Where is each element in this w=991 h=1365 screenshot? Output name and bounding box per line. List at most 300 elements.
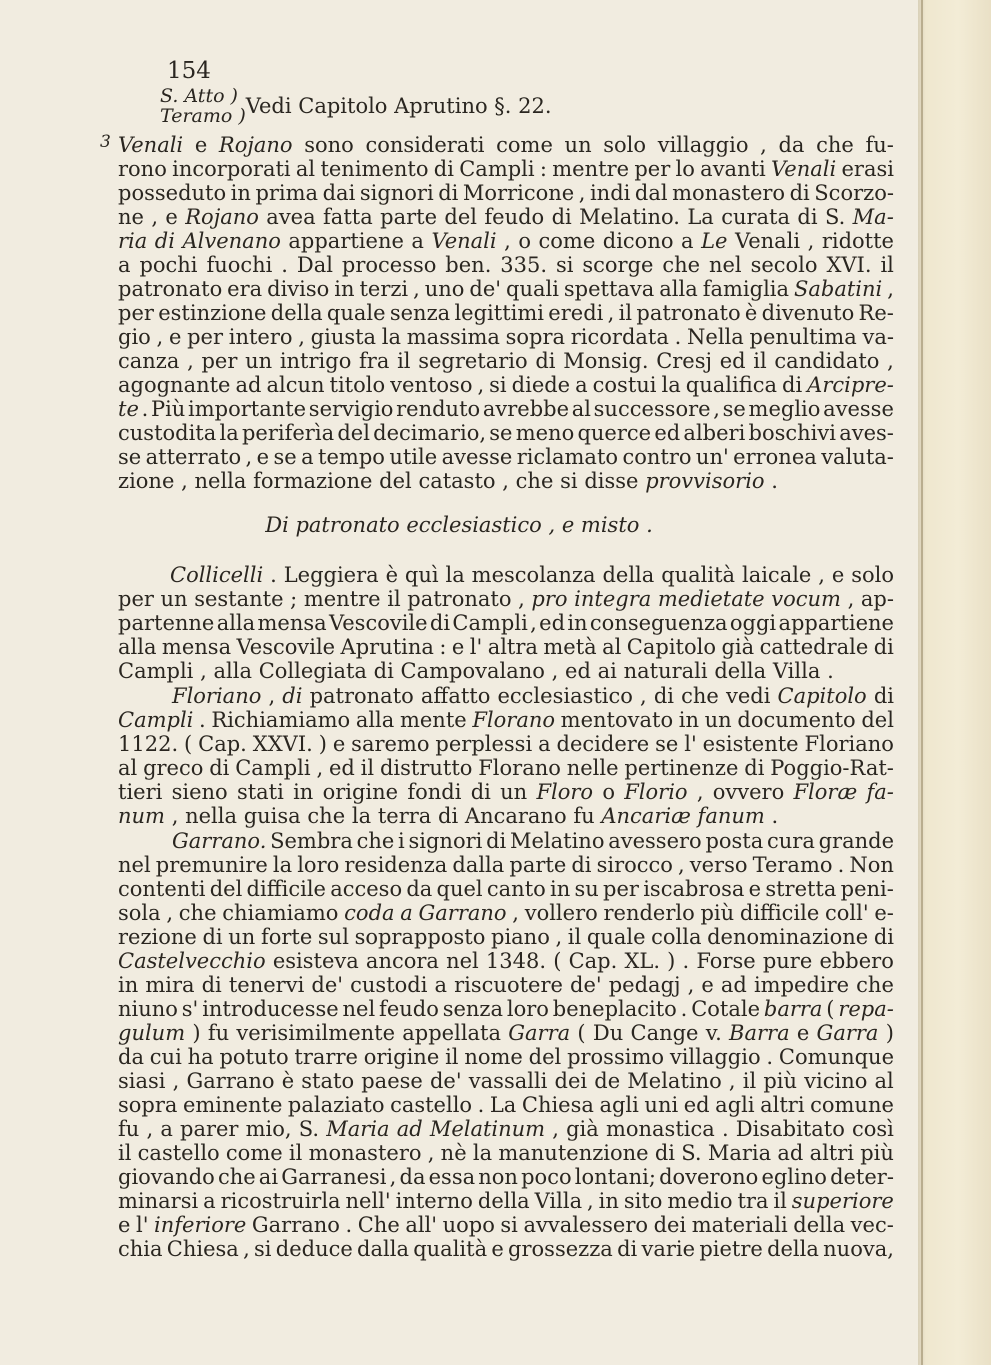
word: più [763, 1069, 798, 1093]
word: vocum [771, 587, 841, 611]
word: oggi [729, 611, 777, 635]
word: essa [428, 1165, 476, 1189]
word: indi [589, 181, 631, 205]
word: Ma- [852, 205, 894, 229]
word: tra [737, 1189, 769, 1213]
word: ecclesiastico [497, 684, 633, 708]
word: uopo [442, 1213, 495, 1237]
word: loro [297, 853, 340, 877]
word: del [528, 1045, 562, 1069]
word: ) [667, 949, 676, 973]
word: gulum [118, 1021, 186, 1045]
word: saremo [351, 732, 430, 756]
word: atterrato [145, 445, 242, 469]
word: e [701, 973, 714, 997]
word: dicono [602, 229, 674, 253]
word: contenti [118, 877, 206, 901]
word: XXVI. [252, 732, 313, 756]
cross-reference [160, 86, 552, 126]
word: Ancariæ [601, 804, 691, 828]
word: Leggiera [283, 563, 379, 587]
word: parer [180, 1117, 239, 1141]
word: erasi [841, 157, 894, 181]
word: e [796, 1021, 810, 1045]
word: perplessi [435, 732, 533, 756]
word: il [567, 925, 582, 949]
word: o [602, 780, 615, 804]
word: massima [406, 325, 500, 349]
word: e- [874, 901, 894, 925]
word: . [837, 853, 845, 877]
word: difficile [739, 901, 820, 925]
word: affatto [420, 684, 491, 708]
word: successore [593, 397, 711, 421]
word: di [470, 780, 491, 804]
word: nella [194, 469, 247, 493]
word: , [578, 181, 586, 205]
word: XL. [624, 949, 661, 973]
word: la [219, 421, 239, 445]
word: , [166, 901, 174, 925]
word: . [270, 563, 277, 587]
text-line [118, 421, 894, 445]
word: Florio [624, 780, 688, 804]
word: . [199, 708, 206, 732]
word: zione [118, 469, 175, 493]
word: Melatinum [429, 1117, 546, 1141]
word: rono [118, 157, 167, 181]
word: solo [603, 133, 647, 157]
word: chiamiamo [222, 901, 339, 925]
word: disse [584, 469, 639, 493]
word: patronato [407, 587, 512, 611]
word: ed [654, 421, 681, 445]
word: di [486, 829, 507, 853]
word: tenimento [320, 157, 429, 181]
word: fa- [866, 780, 894, 804]
word: in [118, 973, 139, 997]
text-line [118, 1237, 894, 1261]
word: stati [236, 780, 284, 804]
word: la [661, 373, 681, 397]
word: divenuto [761, 301, 855, 325]
word: ) [318, 732, 327, 756]
word: documento [737, 708, 856, 732]
word: un' [695, 445, 729, 469]
text-line [118, 349, 894, 373]
word: altri [760, 1093, 805, 1117]
word: palaziato [287, 1093, 385, 1117]
word: num [118, 804, 165, 828]
text-line [118, 325, 894, 349]
word: fu [573, 804, 595, 828]
word: è [385, 563, 399, 587]
word: è [744, 301, 758, 325]
text-line [118, 133, 894, 157]
word: meno [515, 421, 575, 445]
word: manutenzione [498, 1141, 649, 1165]
word: Floræ [793, 780, 858, 804]
word: un [564, 133, 592, 157]
word: Rojano [185, 205, 259, 229]
word: sola [118, 901, 161, 925]
word: Venali [431, 229, 497, 253]
word: Le [701, 229, 728, 253]
text-line [118, 780, 894, 804]
word: intrigo [279, 349, 352, 373]
word: , [713, 397, 720, 421]
word: sestante [194, 587, 284, 611]
word: diviso [267, 277, 330, 301]
word: mira [145, 973, 195, 997]
word: Capitolo [777, 684, 867, 708]
word: Vescovile [329, 611, 428, 635]
word: si [489, 373, 507, 397]
word: su [574, 877, 599, 901]
word: 335. [500, 253, 548, 277]
word: , [156, 325, 164, 349]
text-line [118, 469, 894, 493]
word: poco [521, 1165, 572, 1189]
word: stato [301, 1069, 355, 1093]
word: uno [424, 277, 465, 301]
word: beneplacito [552, 997, 677, 1021]
word: il [753, 349, 767, 373]
word: considerati [365, 133, 485, 157]
word: incorporati [172, 157, 291, 181]
word: qualità [413, 1237, 488, 1261]
word: ancora [365, 949, 439, 973]
word: mio, [245, 1117, 292, 1141]
word: periferìa [241, 421, 335, 445]
word: processo [341, 253, 437, 277]
word: lo [675, 157, 695, 181]
word: Garrano. [172, 829, 267, 853]
word: coda [344, 901, 395, 925]
word: sopra [505, 325, 566, 349]
word: La [687, 205, 714, 229]
word: de' [469, 277, 502, 301]
word: di [373, 659, 394, 683]
text-line [118, 373, 894, 397]
word: sono [304, 133, 354, 157]
word: dei [554, 1069, 588, 1093]
word: Capitolo [626, 635, 716, 659]
word: , [555, 925, 563, 949]
word: più [860, 1141, 894, 1165]
word: deduce [275, 1237, 353, 1261]
word: il [387, 587, 401, 611]
word: repa- [838, 997, 894, 1021]
word: Melatino. [579, 205, 680, 229]
word: di [433, 157, 454, 181]
word: estinzione [158, 301, 267, 325]
word: di [429, 611, 451, 635]
word: ricordata [570, 325, 669, 349]
word: al [118, 756, 138, 780]
word: famiglia [702, 277, 790, 301]
word: esistente [702, 732, 799, 756]
word: Melatino [509, 829, 605, 853]
word: meglio [748, 397, 821, 421]
word: fu- [865, 133, 894, 157]
word: , [518, 587, 525, 611]
word: il [397, 349, 411, 373]
word: sirocco [596, 853, 673, 877]
word: a [160, 1117, 173, 1141]
word: inferiore [154, 1213, 247, 1237]
word: che [662, 253, 701, 277]
word: del [379, 469, 412, 493]
word: terzi [359, 277, 409, 301]
word: eredi [548, 301, 604, 325]
word: i [398, 829, 405, 853]
word: stretta [765, 877, 837, 901]
word: Scorzo- [814, 181, 894, 205]
word: l' [684, 732, 697, 756]
word: di [797, 205, 818, 229]
word: , [477, 373, 485, 397]
text-line [118, 1117, 894, 1141]
word: Barra [729, 1021, 790, 1045]
word: mensa [257, 611, 327, 635]
word: tieri [118, 780, 163, 804]
word: nelle [566, 756, 619, 780]
word: l' [469, 635, 483, 659]
word: e [118, 1213, 131, 1237]
word: 1348. [485, 949, 547, 973]
word: parte [509, 853, 567, 877]
word: e [165, 205, 178, 229]
word: , [807, 229, 815, 253]
word: Richiamiamo [211, 708, 351, 732]
word: sieno [171, 780, 228, 804]
word: fra [359, 349, 390, 373]
word: niuno [118, 997, 178, 1021]
word: fatta [323, 205, 373, 229]
word: avvalessero [523, 1213, 649, 1237]
xref-term-1: S. Atto ) [160, 85, 238, 107]
word: verso [689, 853, 748, 877]
word: . [766, 1045, 774, 1069]
text-line [118, 397, 894, 421]
text-line [118, 1189, 894, 1213]
word: , [887, 349, 894, 373]
word: ad [396, 1117, 423, 1141]
word: castello [390, 1093, 473, 1117]
word: ( [577, 1021, 586, 1045]
word: del [337, 421, 370, 445]
word: difficile [246, 877, 326, 901]
word: l' [135, 1213, 149, 1237]
word: si [560, 469, 578, 493]
word: monastica [605, 1117, 715, 1141]
word: signori [408, 829, 483, 853]
word: già [721, 635, 755, 659]
text-line [118, 181, 894, 205]
word: , [587, 1189, 594, 1213]
word: alla [355, 708, 395, 732]
text-line [172, 684, 894, 708]
word: di [202, 925, 223, 949]
word: va- [862, 325, 894, 349]
word: medio [667, 1189, 733, 1213]
word: villaggio [669, 1045, 761, 1069]
word: Florano [472, 708, 556, 732]
word: mente [399, 708, 467, 732]
word: Comunque [778, 1045, 894, 1069]
word: canza [118, 349, 180, 373]
word: nell' [345, 1189, 391, 1213]
word: fondi [407, 780, 462, 804]
word: fanum [697, 804, 765, 828]
word: o [518, 229, 531, 253]
word: il [618, 301, 633, 325]
word: per [634, 157, 671, 181]
word: scorge [582, 253, 654, 277]
word: Cange [630, 1021, 699, 1045]
word: nuova, [823, 1237, 894, 1261]
word: . [281, 253, 288, 277]
word: in [598, 1189, 619, 1213]
word: in [334, 277, 355, 301]
word: vedi [725, 684, 771, 708]
word: e [194, 133, 208, 157]
word: Venali [118, 133, 184, 157]
word: la [381, 325, 402, 349]
word: di [571, 853, 592, 877]
word: mentre [303, 587, 381, 611]
text-line [118, 708, 894, 732]
word: a [400, 901, 413, 925]
word: Dal [296, 253, 333, 277]
word: pedagj [608, 973, 681, 997]
word: chia [118, 1237, 163, 1261]
word: laicale [741, 563, 812, 587]
word: alla [216, 611, 256, 635]
word: Garrano [251, 1213, 340, 1237]
word: canto [486, 877, 546, 901]
word: importante [188, 397, 307, 421]
word: e [168, 325, 182, 349]
word: altra [487, 635, 538, 659]
word: signori [359, 181, 434, 205]
word: titolo [329, 373, 386, 397]
word: il [742, 1069, 757, 1093]
word: di [789, 181, 810, 205]
word: avesse [823, 397, 894, 421]
word: , [181, 469, 188, 493]
word: boschivi [748, 421, 836, 445]
word: Maria [707, 1141, 772, 1165]
word: quale [586, 925, 646, 949]
word: custodi [350, 973, 428, 997]
word: solo [851, 563, 894, 587]
word: in [550, 877, 571, 901]
text-line [118, 157, 894, 181]
word: residenza [344, 853, 448, 877]
word: . [674, 325, 682, 349]
word: Che [357, 1213, 400, 1237]
word: S. [824, 205, 846, 229]
word: la [351, 804, 372, 828]
word: , [504, 229, 511, 253]
text-line [118, 301, 894, 325]
word: de' [311, 973, 344, 997]
word: feudo [484, 205, 545, 229]
word: Garranesi [281, 1165, 387, 1189]
word: che [856, 973, 894, 997]
word: e [451, 635, 465, 659]
word: e [491, 1237, 504, 1261]
text-line [118, 1045, 894, 1069]
word: mescolanza [471, 563, 596, 587]
word: dal [634, 181, 668, 205]
word: in [230, 181, 251, 205]
text-line [118, 611, 894, 635]
word: al [602, 635, 622, 659]
word: di [438, 181, 459, 205]
word: de [594, 1069, 621, 1093]
word: . [141, 397, 149, 421]
word: , [847, 587, 855, 611]
text-line [118, 1021, 894, 1045]
word: il [118, 1141, 132, 1165]
word: già [566, 1117, 599, 1141]
word: del [861, 708, 894, 732]
word: da [399, 1165, 426, 1189]
word: di [617, 1237, 638, 1261]
word: legittimi [454, 301, 544, 325]
word: , [818, 563, 825, 587]
word: che [356, 829, 395, 853]
word: ben. [445, 253, 492, 277]
word: , [187, 349, 194, 373]
word: al [295, 157, 316, 181]
word: Sabatini [793, 277, 883, 301]
word: ne [118, 205, 144, 229]
word: della [793, 1213, 846, 1237]
word: Cap. [568, 949, 618, 973]
word: . [721, 1117, 729, 1141]
word: , [151, 205, 159, 229]
word: quel [436, 877, 483, 901]
word: per [118, 587, 154, 611]
word: alla [213, 659, 252, 683]
word: un [704, 708, 732, 732]
page-number: 154 [167, 58, 211, 84]
word: di [154, 229, 175, 253]
word: penultima [749, 325, 857, 349]
text-line [118, 1093, 894, 1117]
text-line [172, 829, 894, 853]
word: per [187, 325, 224, 349]
page-fold-line [921, 0, 923, 1365]
word: metà [543, 635, 597, 659]
word: della [767, 1237, 819, 1261]
word: La [489, 1093, 517, 1117]
word: feudo [379, 997, 439, 1021]
word: avrebbe [482, 397, 570, 421]
word: se [655, 732, 679, 756]
word: a [575, 373, 588, 397]
word: da [778, 133, 805, 157]
word: Poggio-Rat- [770, 756, 894, 780]
word: Morricone [462, 181, 575, 205]
word: doverono [659, 1165, 759, 1189]
word: partenne [118, 611, 215, 635]
word: , [530, 611, 537, 635]
